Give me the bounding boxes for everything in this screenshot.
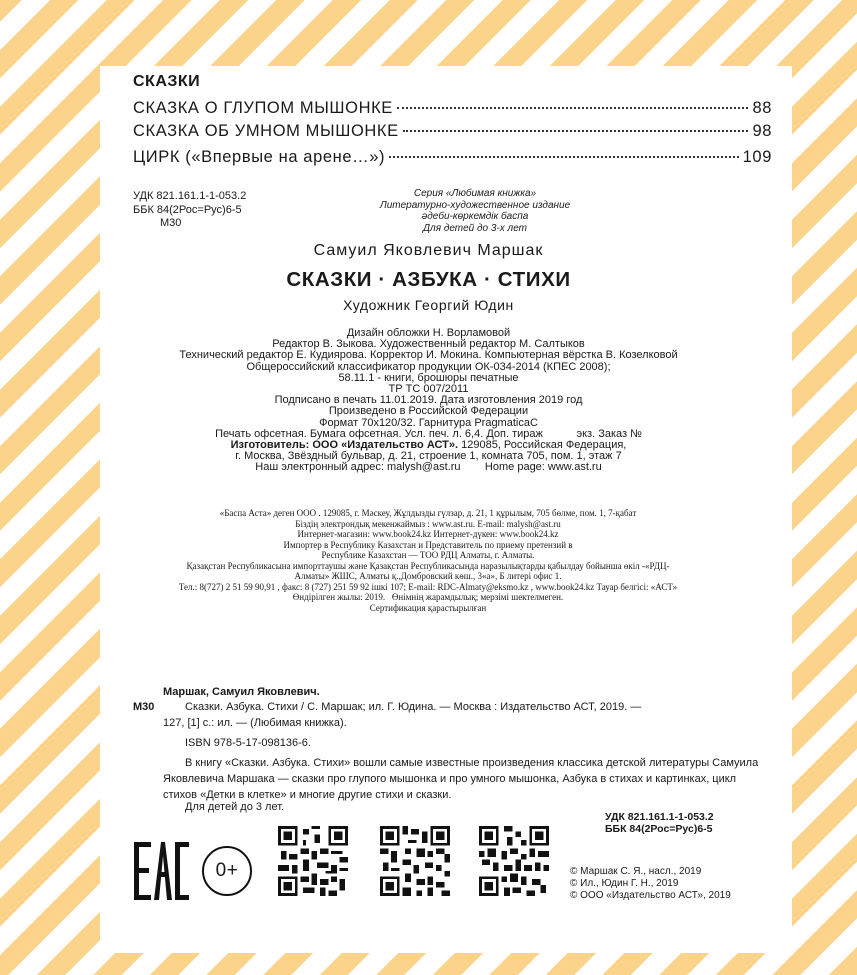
bbk-code: ББК 84(2Рос=Рус)6-5 (133, 204, 242, 216)
toc-leader-dots (389, 156, 739, 158)
manufacturer-address: 129085, Российская Федерация, (458, 439, 627, 452)
age-rating-badge: 0+ (202, 846, 252, 896)
book-artist: Художник Георгий Юдин (343, 297, 514, 313)
toc-item-page: 109 (742, 148, 772, 166)
toc-leader-dots (403, 130, 749, 132)
kz-line: Біздің электрондық мекенжаймыз : www.ast.ru. E-mail: malysh@ast.ru (295, 518, 561, 529)
toc-item (133, 99, 772, 118)
kz-importer-block (0, 508, 857, 613)
kz-line: Қазақстан Республикасына импорттаушы және Қазақстан Республикасында наразылықтарды қабылдау бойынша өкіл -«РДЦ- (186, 560, 670, 571)
catalog-line: 127, [1] с.: ил. — (Любимая книжка). (163, 717, 347, 729)
kz-line: Алматы» ЖШС, Алматы қ.,Домбровский көш., 3«а», Б литері офис 1. (294, 571, 562, 581)
eac-mark-icon (134, 842, 189, 900)
credit-line: Редактор В. Зыкова. Художественный редактор М. Салтыков (272, 338, 585, 351)
manufacturer-contacts: Наш электронный адрес: malysh@ast.ru Home page: www.ast.ru (255, 461, 602, 474)
toc-leader-dots (397, 107, 749, 109)
qr-code-icon (479, 826, 549, 896)
qr-code-icon (278, 826, 348, 896)
udk-code: УДК 821.161.1-1-053.2 (133, 190, 247, 202)
book-title: СКАЗКИ · АЗБУКА · СТИХИ (286, 268, 571, 291)
catalog-author-heading: Маршак, Самуил Яковлевич. (163, 686, 320, 698)
book-description: В книгу «Сказки. Азбука. Стихи» вошли самые известные произведения классика детской литературы Самуила Яковлевича Маршака — сказки про глупого мышонка и про умного мышонка, Азбука в стихах и картинках, цикл стихов «Детки в клетке» и многие другие стихи и сказки. (163, 757, 759, 801)
kz-line: Өндірілген жылы: 2019. Өнімнің жарамдылық; мерзімі шектелмеген. (292, 592, 564, 602)
toc-item-page: 98 (752, 122, 772, 140)
series-genre: Литературно-художественное издание (379, 199, 571, 211)
kz-line: «Баспа Аста» деген ООО . 129085, г. Мәскеу, Жұлдызды гүлзар, д. 21, 1 құрылым, 705 бөлме, пом. 1, 7-қабат (219, 508, 637, 518)
credit-line: Печать офсетная. Бумага офсетная. Усл. печ. л. 6,4. Доп. тираж экз. Заказ № (215, 427, 642, 440)
catalog-code: М30 (133, 701, 155, 713)
kz-line: Республике Казахстан — ТОО РДЦ Алматы, г. Алматы. (321, 550, 535, 560)
toc-heading: СКАЗКИ (133, 73, 201, 90)
credit-line: 58.11.1 - книги, брошюры печатные (338, 371, 519, 384)
toc-item (133, 122, 772, 141)
credit-line: Общероссийский классификатор продукции ОК-034-2014 (КПЕС 2008); (246, 360, 611, 373)
toc-item (133, 148, 772, 167)
author-mark: М30 (160, 217, 182, 229)
kz-line: Тел.: 8(727) 2 51 59 90,91 , факс: 8 (727) 251 59 92 ішкі 107; E-mail: RDC-Almaty@eksmo.kz , www.book24.kz Тауар белгісі: «АСТ» (178, 581, 678, 592)
copyright-line: © ООО «Издательство АСТ», 2019 (570, 890, 731, 901)
credits-block (0, 328, 857, 474)
toc-item-title: ЦИРК («Впервые на арене…») (133, 148, 386, 166)
toc-item-title: СКАЗКА О ГЛУПОМ МЫШОНКЕ (133, 99, 393, 117)
isbn: ISBN 978-5-17-098136-6. (185, 737, 311, 749)
bbk-code-right: ББК 84(2Рос=Рус)6-5 (605, 823, 713, 835)
qr-code-icon (380, 826, 450, 896)
series-block (340, 188, 610, 234)
series-genre-kz: әдеби-көркемдік баспа (421, 211, 529, 222)
credit-line: Подписано в печать 11.01.2019. Дата изготовления 2019 год (274, 394, 583, 407)
toc-item-page: 88 (752, 99, 772, 117)
series-name: Серия «Любимая книжка» (413, 188, 537, 199)
credit-line: Формат 70х120/32. Гарнитура PragmaticaC (319, 416, 538, 429)
toc-item-title: СКАЗКА ОБ УМНОМ МЫШОНКЕ (133, 122, 399, 140)
catalog-line: Сказки. Азбука. Стихи / С. Маршак; ил. Г. Юдина. — Москва : Издательство АСТ, 2019. — (185, 701, 642, 713)
kz-line: Сертификация қарастырылған (369, 602, 487, 613)
kz-line: Интернет-магазин: www.book24.kz Интернет-дүкен: www.book24.kz (297, 529, 559, 539)
manufacturer-label: Изготовитель: ООО «Издательство АСТ». (230, 439, 459, 452)
credit-line: Произведено в Российской Федерации (328, 405, 529, 418)
kz-line: Импортер в Республику Казахстан и Представитель по приему претензий в (283, 539, 573, 550)
series-age: Для детей до 3-х лет (423, 222, 527, 234)
credit-line: ТР ТС 007/2011 (388, 383, 469, 396)
credit-line: Дизайн обложки Н. Ворламовой (346, 327, 511, 339)
copyright-line: © Ил., Юдин Г. Н., 2019 (570, 878, 679, 889)
copyright-line: © Маршак С. Я., насл., 2019 (570, 866, 702, 877)
book-author: Самуил Яковлевич Маршак (313, 242, 544, 259)
udk-code-right: УДК 821.161.1-1-053.2 (605, 811, 714, 823)
credit-line: Технический редактор Е. Кудиярова. Корректор И. Мокина. Компьютерная вёрстка В. Козелковой (179, 349, 678, 362)
age-note: Для детей до 3 лет. (185, 801, 285, 813)
manufacturer-address-line: г. Москва, Звёздный бульвар, д. 21, строение 1, комната 705, пом. 1, этаж 7 (235, 450, 622, 463)
